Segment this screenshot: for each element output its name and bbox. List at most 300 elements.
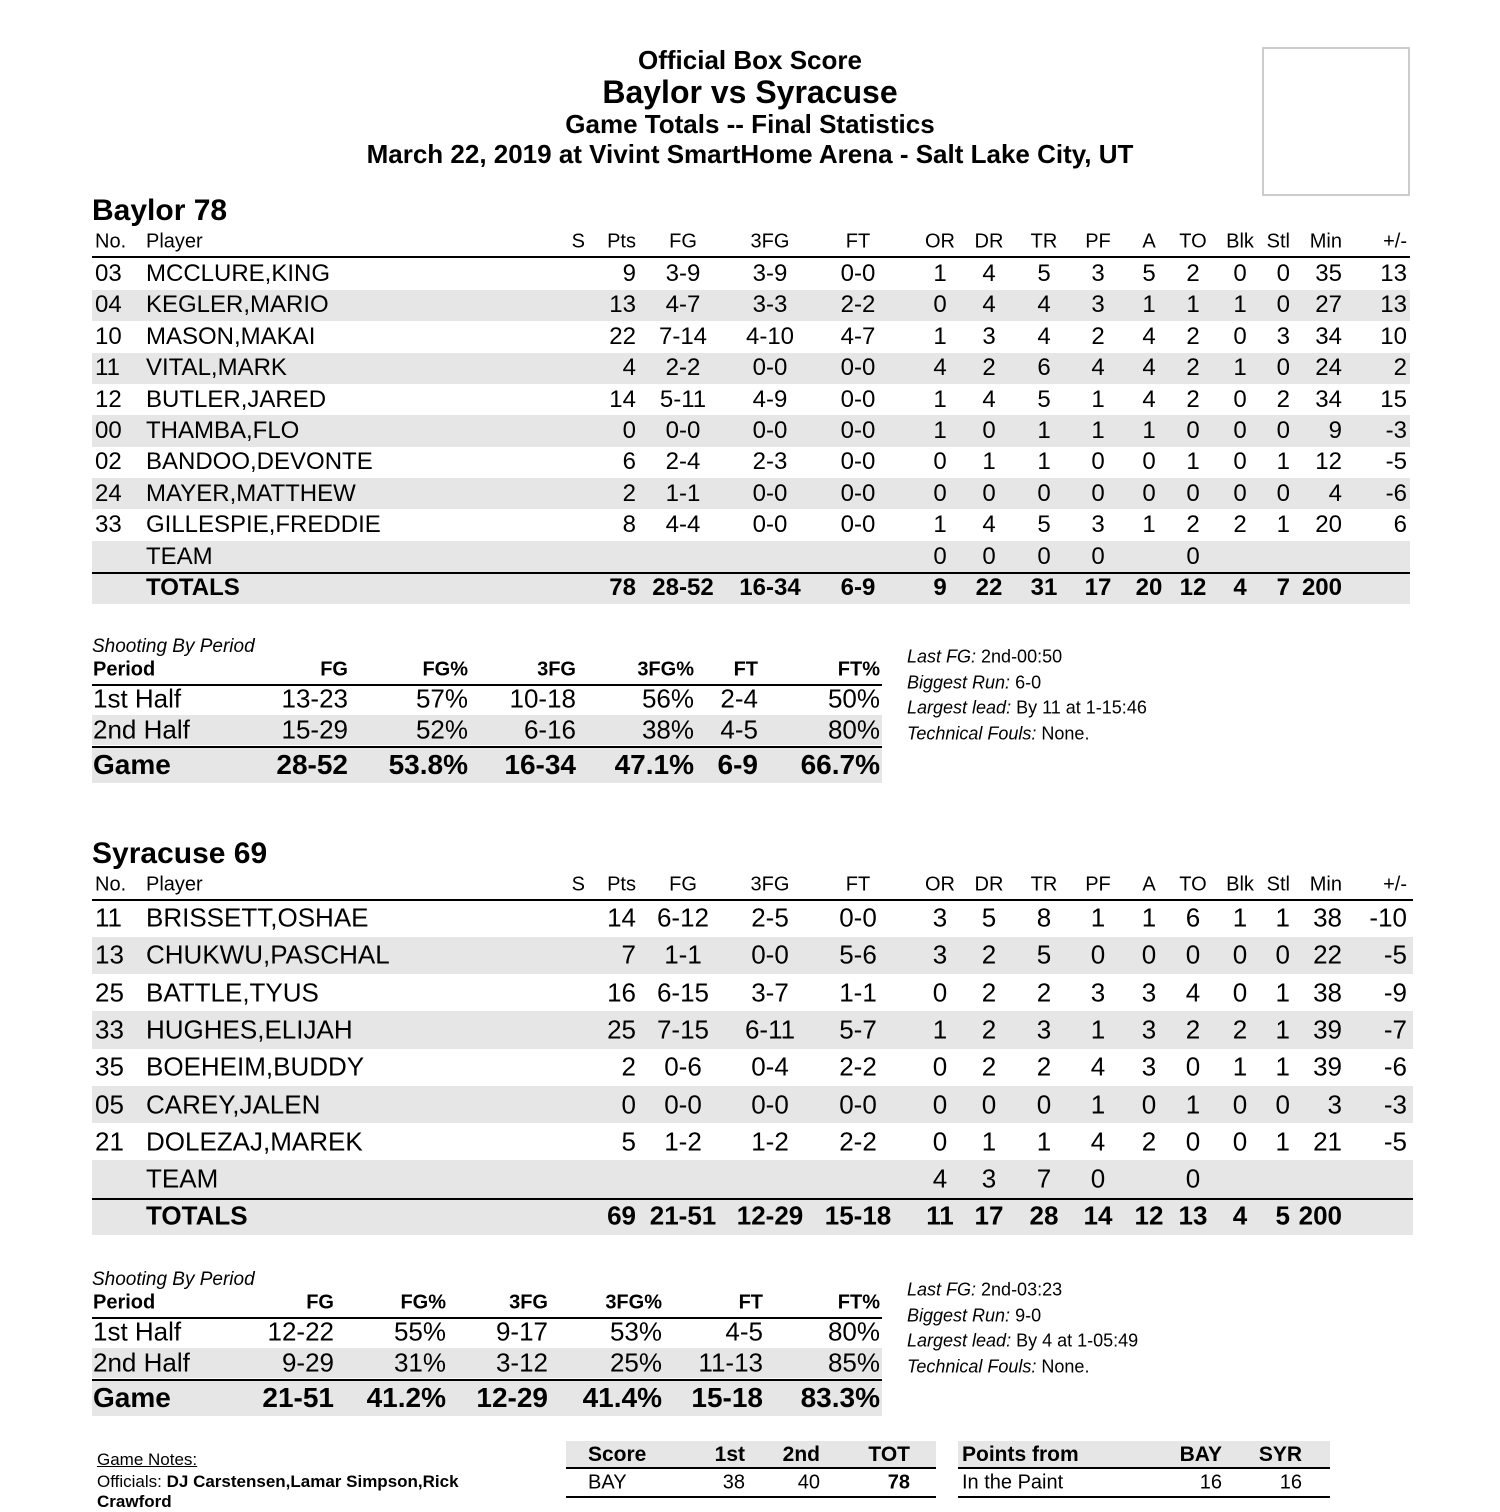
stat-cell: 0-0 — [840, 354, 876, 382]
shooting-cell: 57% — [415, 683, 468, 714]
stat-cell: 0-0 — [840, 479, 876, 507]
shooting-cell: Game — [93, 749, 171, 780]
stat-cell: 4 — [1037, 291, 1051, 319]
shooting-header: FG% — [400, 1291, 446, 1314]
stat-cell: 0 — [1185, 1051, 1201, 1082]
stat-cell: 0 — [1276, 260, 1290, 287]
player-name: KEGLER,MARIO — [146, 291, 329, 319]
stat-cell: 13 — [1380, 291, 1407, 319]
column-header: Min — [1309, 873, 1342, 896]
totals-cell: 9 — [933, 574, 947, 601]
column-header: TR — [1030, 230, 1058, 253]
player-name: MAYER,MATTHEW — [146, 479, 356, 507]
stat-cell: -10 — [1369, 902, 1407, 933]
row-stripe — [92, 1348, 882, 1378]
shooting-cell: 83.3% — [800, 1382, 880, 1413]
shooting-cell: 55% — [393, 1316, 446, 1347]
stat-cell: 1 — [1275, 1014, 1290, 1045]
totals-cell: 13 — [1178, 1200, 1208, 1231]
shooting-header: 3FG — [537, 658, 576, 681]
stat-cell: 3 — [1327, 1089, 1342, 1119]
stat-cell: 13 — [609, 291, 636, 319]
stat-cell: 2 — [981, 1014, 997, 1045]
stat-cell: 1 — [1091, 385, 1105, 413]
subtitle: Game Totals -- Final Statistics — [565, 109, 935, 139]
stat-cell: 2-2 — [665, 354, 701, 382]
player-name: BOEHEIM,BUDDY — [146, 1051, 365, 1082]
column-header: +/- — [1383, 873, 1407, 896]
header-rule — [92, 899, 1413, 901]
column-header: DR — [974, 230, 1004, 253]
stat-cell: 39 — [1313, 1051, 1342, 1082]
stat-cell: 4-4 — [665, 511, 701, 539]
stat-cell: 2 — [1186, 260, 1200, 287]
game-fact — [907, 698, 1147, 719]
stat-cell: 5 — [621, 1126, 636, 1157]
table-cell: 78 — [887, 1471, 910, 1494]
column-header: FG — [669, 230, 697, 253]
table-cell: 40 — [797, 1471, 820, 1494]
stat-cell: 0 — [1186, 417, 1200, 444]
totals-cell: 4 — [1233, 574, 1247, 601]
column-header: S — [571, 230, 585, 253]
stat-cell: 0-4 — [751, 1051, 789, 1082]
totals-cell: 12 — [1179, 574, 1207, 601]
stat-cell: -6 — [1383, 1051, 1407, 1082]
officials-line — [97, 1472, 459, 1492]
stat-cell: 0 — [932, 1126, 948, 1157]
shooting-title: Shooting By Period — [92, 1269, 255, 1290]
stat-cell: 04 — [95, 291, 122, 319]
stat-cell: 5-6 — [839, 939, 877, 970]
shooting-cell: 9-17 — [495, 1316, 548, 1347]
totals-cell: 200 — [1298, 1200, 1342, 1231]
stat-cell: 1 — [1036, 1126, 1052, 1157]
stat-cell: 2-2 — [839, 1126, 877, 1157]
stat-cell: 0-0 — [840, 260, 876, 287]
column-header: No. — [95, 230, 127, 253]
stat-cell: 4-7 — [840, 322, 876, 350]
stat-cell: 0 — [622, 417, 636, 444]
stat-cell: 2 — [1036, 1051, 1052, 1082]
stat-cell: 6-15 — [656, 977, 710, 1008]
stat-cell: 3 — [1091, 291, 1105, 319]
stat-cell: 0-0 — [839, 1089, 877, 1119]
stat-cell: 5 — [1036, 939, 1052, 970]
stat-cell: 14 — [609, 385, 636, 413]
shooting-cell: 12-22 — [267, 1316, 334, 1347]
stat-cell: 22 — [1313, 939, 1342, 970]
shooting-cell: 6-9 — [717, 749, 758, 780]
shooting-cell: 85% — [827, 1347, 880, 1378]
stat-cell: -5 — [1383, 939, 1407, 970]
column-header: Blk — [1226, 873, 1254, 896]
stat-cell: 4-7 — [665, 291, 701, 319]
stat-cell: 38 — [1313, 902, 1342, 933]
stat-cell: 11 — [95, 902, 122, 933]
game-fact — [907, 1356, 1089, 1377]
totals-rule — [92, 1198, 1413, 1200]
stat-cell: 1 — [933, 511, 947, 539]
stat-cell: 3 — [1276, 322, 1290, 350]
stat-cell: 0 — [1142, 448, 1156, 476]
stat-cell: 4 — [1090, 1126, 1106, 1157]
stat-cell: 12 — [95, 385, 122, 413]
shooting-cell: 4-5 — [725, 1316, 763, 1347]
column-header: TR — [1030, 873, 1058, 896]
fact-value: 9-0 — [1010, 1305, 1042, 1325]
stat-cell: 5-11 — [659, 385, 707, 413]
stat-cell: 1 — [1185, 1089, 1201, 1119]
stat-cell: 2 — [622, 479, 636, 507]
stat-cell: 0 — [933, 291, 947, 319]
stat-cell: 03 — [95, 260, 122, 287]
stat-cell: 13 — [1380, 260, 1407, 287]
totals-cell: 28-52 — [652, 574, 714, 601]
column-header: FT — [845, 873, 871, 896]
stat-cell: 1 — [933, 322, 947, 350]
stat-cell: 02 — [95, 448, 122, 476]
stat-cell: 35 — [1315, 260, 1342, 287]
stat-cell: 00 — [95, 417, 122, 444]
player-name: BATTLE,TYUS — [146, 977, 319, 1008]
stat-cell: 0 — [932, 977, 948, 1008]
fact-value: 6-0 — [1010, 672, 1042, 692]
stat-cell: 4 — [982, 511, 996, 539]
stat-cell: 1 — [1090, 1089, 1106, 1119]
stat-cell: -5 — [1383, 1126, 1407, 1157]
shooting-cell: 80% — [827, 1316, 880, 1347]
stat-cell: 3 — [982, 322, 996, 350]
stat-cell: 3-7 — [751, 977, 789, 1008]
fact-label: Biggest Run: — [907, 672, 1011, 692]
shooting-cell: 2nd Half — [93, 1347, 190, 1378]
stat-cell: 2 — [1186, 322, 1200, 350]
stat-cell: 4-10 — [745, 322, 795, 350]
stat-cell: 2-2 — [839, 1051, 877, 1082]
officials-label: Officials: — [97, 1472, 162, 1491]
totals-cell: 12 — [1134, 1200, 1164, 1231]
shooting-header: Period — [93, 1291, 156, 1314]
stat-cell: 4 — [1142, 322, 1156, 350]
shooting-cell: 10-18 — [509, 683, 576, 714]
stat-cell: 4 — [1142, 385, 1156, 413]
column-header: TO — [1179, 873, 1207, 896]
stat-cell: 1 — [981, 1126, 997, 1157]
header-rule — [958, 1467, 1330, 1469]
shooting-title: Shooting By Period — [92, 636, 255, 657]
stat-cell: 0 — [933, 479, 947, 507]
column-header: FT — [845, 230, 871, 253]
stat-cell: 8 — [622, 511, 636, 539]
table-header: BAY — [1179, 1443, 1222, 1466]
stat-cell: 0 — [1185, 939, 1201, 970]
stat-cell: 0 — [1233, 385, 1247, 413]
stat-cell: 4 — [982, 385, 996, 413]
stat-cell: 3 — [932, 902, 948, 933]
totals-cell: 28 — [1029, 1200, 1059, 1231]
stat-cell: 0-0 — [664, 1089, 702, 1119]
stat-cell: 1 — [1037, 417, 1051, 444]
shooting-cell: 12-29 — [476, 1382, 548, 1413]
totals-cell: 31 — [1030, 574, 1058, 601]
shooting-rule — [92, 1317, 882, 1319]
stat-cell: 24 — [95, 479, 122, 507]
stat-cell: 0 — [1275, 939, 1290, 970]
stat-cell: -3 — [1385, 417, 1407, 444]
stat-cell: 3 — [981, 1163, 997, 1194]
game-fact — [907, 672, 1041, 693]
header-rule — [92, 256, 1410, 258]
shooting-header: 3FG — [509, 1291, 548, 1314]
game-fact — [907, 1331, 1138, 1352]
stat-cell: -9 — [1383, 977, 1407, 1008]
stat-cell: 0-0 — [752, 511, 788, 539]
stat-cell: 3-3 — [752, 291, 788, 319]
player-name: MCCLURE,KING — [146, 260, 331, 287]
stat-cell: 2 — [1186, 511, 1200, 539]
player-name: BUTLER,JARED — [146, 385, 327, 413]
stat-cell: 34 — [1315, 322, 1342, 350]
row-stripe — [92, 715, 882, 745]
shooting-cell: 41.2% — [366, 1382, 446, 1413]
stat-cell: 3 — [1141, 1014, 1157, 1045]
stat-cell: 0 — [1276, 417, 1290, 444]
stat-cell: 2 — [1185, 1014, 1201, 1045]
stat-cell: 13 — [95, 939, 124, 970]
player-name: DOLEZAJ,MAREK — [146, 1126, 363, 1157]
stat-cell: 0 — [1233, 448, 1247, 476]
stat-cell: 4 — [1185, 977, 1201, 1008]
stat-cell: 0 — [1036, 1089, 1052, 1119]
stat-cell: 0 — [1090, 939, 1106, 970]
totals-cell: 16-34 — [739, 574, 801, 601]
column-header: DR — [974, 873, 1004, 896]
shooting-header: 3FG% — [605, 1291, 662, 1314]
stat-cell: 2 — [1141, 1126, 1157, 1157]
stat-cell: 2-2 — [840, 291, 876, 319]
stat-cell: 1 — [1233, 354, 1247, 382]
stat-cell: 39 — [1313, 1014, 1342, 1045]
stat-cell: 3 — [932, 939, 948, 970]
shooting-cell: 3-12 — [495, 1347, 548, 1378]
stat-cell: 0 — [1091, 448, 1105, 476]
stat-cell: 3 — [1091, 260, 1105, 287]
column-header: PF — [1085, 230, 1111, 253]
stat-cell: 0-0 — [840, 448, 876, 476]
column-header: PF — [1085, 873, 1111, 896]
stat-cell: 1-1 — [664, 939, 702, 970]
totals-cell: 69 — [607, 1200, 636, 1231]
stat-cell: 1 — [1275, 902, 1290, 933]
stat-cell: 2 — [1036, 977, 1052, 1008]
stat-cell: 0-0 — [751, 939, 789, 970]
shooting-cell: 41.4% — [582, 1382, 662, 1413]
stat-cell: 1 — [1186, 291, 1200, 319]
stat-cell: 21 — [95, 1126, 124, 1157]
stat-cell: 1 — [1090, 1014, 1106, 1045]
stat-cell: 1-2 — [751, 1126, 789, 1157]
stat-cell: 2 — [1393, 354, 1407, 382]
player-name: CAREY,JALEN — [146, 1089, 321, 1119]
shooting-cell: 47.1% — [614, 749, 694, 780]
shooting-cell: 11-13 — [698, 1347, 763, 1378]
stat-cell: 10 — [95, 322, 122, 350]
shooting-header: FT — [733, 658, 758, 681]
fact-value: 2nd-00:50 — [976, 646, 1063, 667]
stat-cell: 1-1 — [839, 977, 877, 1008]
stat-cell: 6 — [1185, 902, 1201, 933]
shooting-cell: 28-52 — [276, 749, 348, 780]
stat-cell: 0 — [1185, 1163, 1201, 1194]
stat-cell: 0 — [1232, 939, 1248, 970]
stat-cell: 0 — [1141, 1089, 1157, 1119]
shooting-cell: 13-23 — [281, 683, 348, 714]
shooting-cell: 56% — [641, 683, 694, 714]
stat-cell: 4 — [1037, 322, 1051, 350]
stat-cell: 05 — [95, 1089, 124, 1119]
stat-cell: 0-0 — [751, 1089, 789, 1119]
matchup-title: Baylor vs Syracuse — [602, 74, 898, 110]
column-header: Player — [146, 230, 203, 253]
table-cell: 38 — [722, 1471, 745, 1494]
stat-cell: 21 — [1313, 1126, 1342, 1157]
stat-cell: 0-0 — [752, 479, 788, 507]
column-header: OR — [925, 230, 955, 253]
stat-cell: 2 — [1186, 354, 1200, 382]
player-name: TEAM — [146, 542, 213, 570]
column-header: Min — [1309, 230, 1342, 253]
stat-cell: 11 — [95, 354, 120, 382]
stat-cell: 14 — [607, 902, 636, 933]
stat-cell: 0 — [1037, 542, 1051, 570]
column-header: 3FG — [750, 873, 790, 896]
stat-cell: 0 — [1141, 939, 1157, 970]
row-stripe — [92, 353, 1410, 384]
stat-cell: 0-0 — [665, 417, 701, 444]
column-header: S — [571, 873, 585, 896]
stat-cell: 1 — [1090, 902, 1106, 933]
stat-cell: 0 — [982, 417, 996, 444]
stat-cell: 0 — [1037, 479, 1051, 507]
stat-cell: 0-0 — [840, 385, 876, 413]
column-header: TO — [1179, 230, 1207, 253]
stat-cell: 0-0 — [840, 417, 876, 444]
column-header: OR — [925, 873, 955, 896]
stat-cell: 7 — [621, 939, 636, 970]
shooting-cell: 2nd Half — [93, 714, 190, 745]
table-cell: In the Paint — [962, 1471, 1064, 1494]
fact-value: By 11 at 1-15:46 — [1011, 697, 1147, 718]
shooting-header: FG — [306, 1291, 334, 1314]
stat-cell: 6-12 — [656, 902, 710, 933]
stat-cell: 1 — [1276, 448, 1290, 476]
table-cell: 16 — [1279, 1471, 1302, 1494]
stat-cell: 1 — [1141, 902, 1157, 933]
game-notes-title: Game Notes: — [97, 1450, 198, 1469]
baylor-team-title: Baylor 78 — [92, 194, 228, 227]
column-header: A — [1142, 873, 1156, 896]
row-stripe — [92, 541, 1410, 572]
table-header: 1st — [714, 1443, 745, 1466]
totals-cell: 12-29 — [736, 1200, 804, 1231]
shooting-header: FG% — [422, 658, 468, 681]
stat-cell: 1 — [1232, 1051, 1248, 1082]
stat-cell: 4 — [1142, 354, 1156, 382]
stat-cell: 0-0 — [839, 902, 877, 933]
totals-cell: 4 — [1232, 1200, 1248, 1231]
stat-cell: 0 — [932, 1051, 948, 1082]
column-header: No. — [95, 873, 127, 896]
stat-cell: 3 — [1091, 511, 1105, 539]
stat-cell: 6-11 — [744, 1014, 796, 1045]
fact-value: None. — [1036, 723, 1090, 743]
stat-cell: 3 — [1141, 1051, 1157, 1082]
stat-cell: 1 — [1142, 511, 1156, 539]
table-header: 2nd — [782, 1443, 820, 1466]
stat-cell: 2 — [1233, 511, 1247, 539]
stat-cell: 15 — [1380, 385, 1407, 413]
table-header: Points from — [962, 1443, 1079, 1466]
player-name: GILLESPIE,FREDDIE — [146, 511, 381, 539]
stat-cell: 1 — [1276, 511, 1290, 539]
fact-value: 2nd-03:23 — [976, 1279, 1063, 1300]
stat-cell: 2 — [1091, 322, 1105, 350]
officials-names: DJ Carstensen,Lamar Simpson,Rick — [166, 1472, 459, 1491]
stat-cell: 0 — [1090, 1163, 1106, 1194]
stat-cell: 1 — [933, 417, 947, 444]
stat-cell: 5 — [1037, 385, 1051, 413]
stat-cell: 6 — [622, 448, 636, 476]
stat-cell: 0-0 — [752, 354, 788, 382]
stat-cell: 5 — [981, 902, 997, 933]
stat-cell: 1 — [1275, 1126, 1290, 1157]
stat-cell: 4 — [1090, 1051, 1106, 1082]
stat-cell: 6 — [1037, 354, 1051, 382]
shooting-cell: 6-16 — [523, 714, 576, 745]
shooting-cell: 52% — [415, 714, 468, 745]
stat-cell: 0 — [1276, 291, 1290, 319]
totals-cell: 78 — [609, 574, 636, 601]
stat-cell: 0 — [933, 542, 947, 570]
stat-cell: 34 — [1315, 385, 1342, 413]
stat-cell: 1-2 — [664, 1126, 702, 1157]
shooting-rule — [92, 684, 882, 686]
stat-cell: 4 — [622, 354, 636, 382]
stat-cell: 3 — [1036, 1014, 1052, 1045]
stat-cell: 1 — [933, 260, 947, 287]
fact-label: Largest lead: — [907, 697, 1012, 718]
stat-cell: 2 — [981, 1051, 997, 1082]
stat-cell: 1 — [933, 385, 947, 413]
stat-cell: 3-9 — [752, 260, 788, 287]
column-header: +/- — [1383, 230, 1407, 253]
stat-cell: 27 — [1315, 291, 1342, 319]
header-rule — [566, 1467, 936, 1469]
stat-cell: 0-6 — [664, 1051, 702, 1082]
stat-cell: 24 — [1315, 354, 1342, 382]
stat-cell: 33 — [95, 511, 122, 539]
game-fact — [907, 723, 1089, 744]
game-fact — [907, 1305, 1041, 1326]
shooting-cell: 15-18 — [691, 1382, 763, 1413]
player-name: HUGHES,ELIJAH — [146, 1014, 353, 1045]
shooting-header: Period — [93, 658, 156, 681]
game-rule — [92, 1379, 882, 1381]
row-stripe — [92, 1160, 1413, 1197]
column-header: Stl — [1266, 873, 1290, 896]
stat-cell: -3 — [1383, 1089, 1407, 1119]
